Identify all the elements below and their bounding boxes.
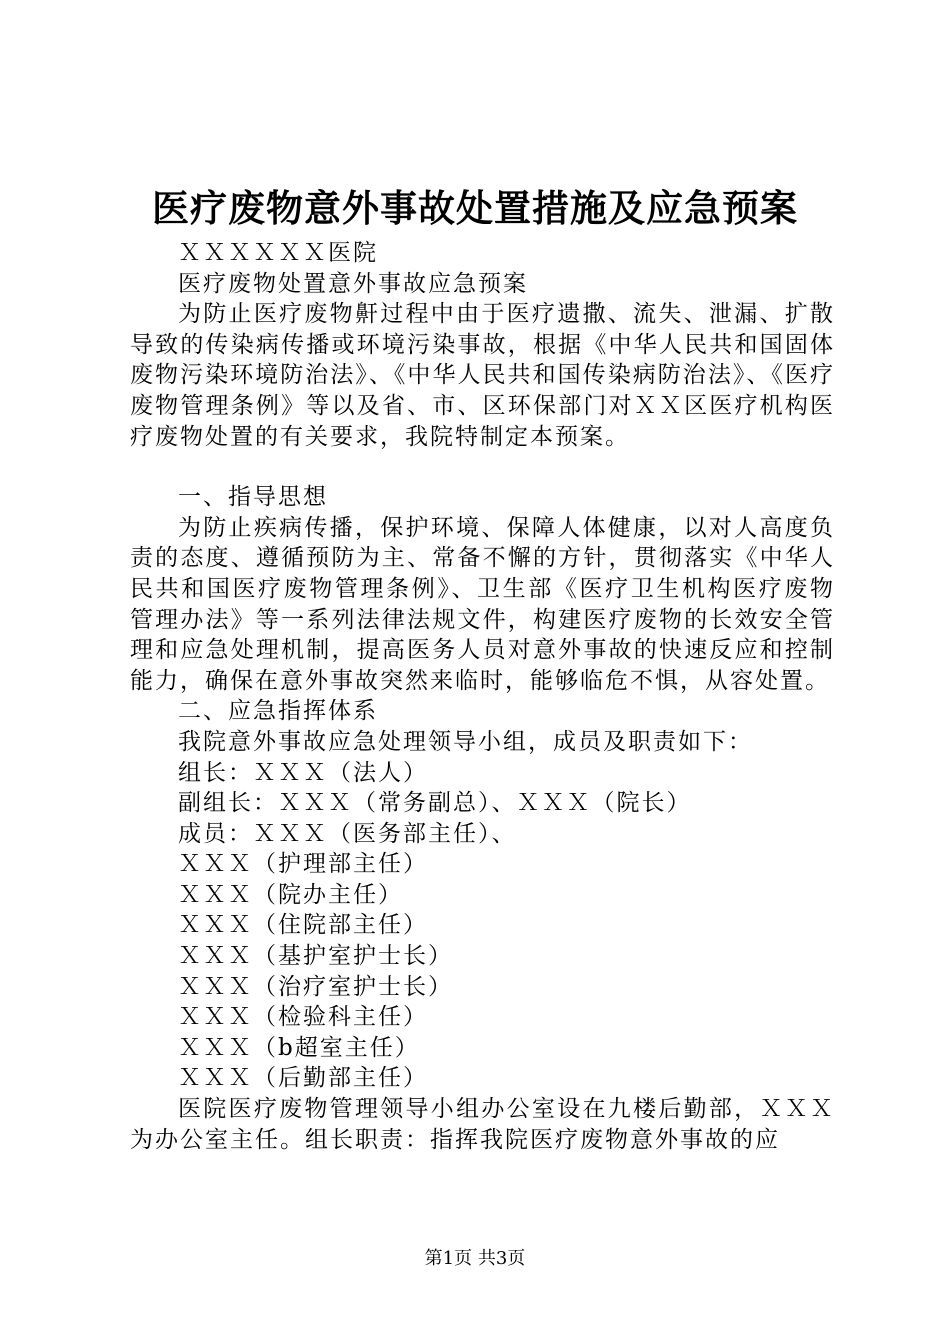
paragraph-gap: [130, 452, 835, 482]
member-item: ＸＸＸ（院办主任）: [178, 881, 403, 908]
plan-subtitle: 医疗废物处置意外事故应急预案: [178, 270, 528, 297]
page-footer: 第1页 共3页: [424, 1248, 526, 1269]
document-title: 医疗废物意外事故处置措施及应急预案: [152, 187, 798, 230]
member-item: ＸＸＸ（护理部主任）: [178, 851, 428, 878]
hospital-name: ＸＸＸＸＸＸ医院: [178, 240, 378, 266]
intro-paragraph: 为防止医疗废物鼾过程中由于医疗遗撒、流失、泄漏、扩散导致的传染病传播或环境污染事故，根据《中华人民共和国固体废物污染环境防治法》、《中华人民共和国传染病防治法》、《医疗废物管理条例》等以及省、市、区环保部门对ＸＸ区医疗机构医疗废物处置的有关要求，我院特制定本预案。: [130, 301, 835, 450]
document-body: [130, 238, 835, 1155]
member-item: ＸＸＸ（检验科主任）: [178, 1004, 428, 1031]
member-item: ＸＸＸ（住院部主任）: [178, 912, 428, 939]
member-item: ＸＸＸ（后勤部主任）: [178, 1065, 428, 1092]
member-item: ＸＸＸ（b超室主任）: [178, 1034, 420, 1061]
section-heading-guiding: 一、指导思想: [178, 484, 328, 511]
office-paragraph: 医院医疗废物管理领导小组办公室设在九楼后勤部，ＸＸＸ为办公室主任。组长职责：指挥我院医疗废物意外事故的应: [130, 1096, 835, 1153]
member-line: 成员：ＸＸＸ（医务部主任）、: [178, 820, 517, 847]
deputy-line: 副组长：ＸＸＸ（常务副总）、ＸＸＸ（院长）: [178, 790, 692, 817]
member-item: ＸＸＸ（治疗室护士长）: [178, 973, 453, 1000]
guiding-paragraph: 为防止疾病传播，保护环境、保障人体健康，以对人高度负责的态度、遵循预防为主、常备不懈的方针，贯彻落实《中华人民共和国医疗废物管理条例》、卫生部《医疗卫生机构医疗废物管理办法》等一系列法律法规文件，构建医疗废物的长效安全管理和应急处理机制，提高医务人员对意外事故的快速反应和控制能力，确保在意外事故突然来临时，能够临危不惧，从容处置。: [130, 514, 835, 694]
leader-line: 组长：ＸＸＸ（法人）: [178, 759, 428, 786]
section-heading-command: 二、应急指挥体系: [178, 698, 378, 725]
command-intro: 我院意外事故应急处理领导小组，成员及职责如下：: [178, 728, 753, 755]
member-item: ＸＸＸ（基护室护士长）: [178, 943, 453, 970]
